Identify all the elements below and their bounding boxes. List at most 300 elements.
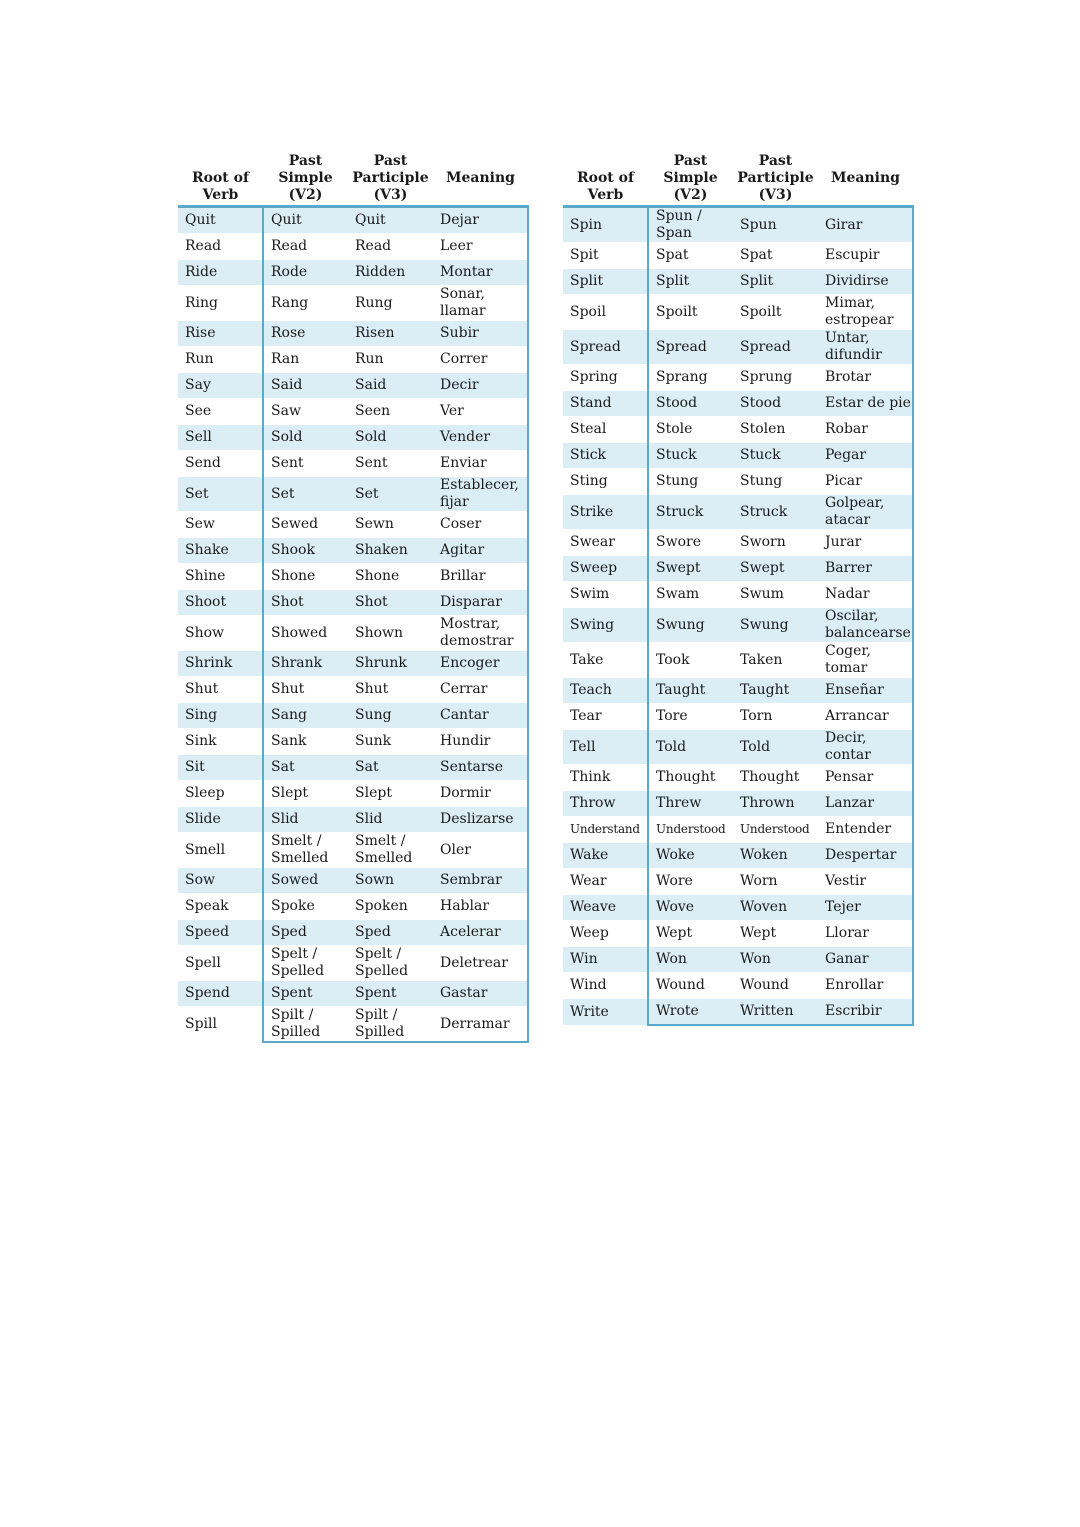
cell-past-participle: Spoilt [733, 295, 818, 330]
cell-past-simple: Split [648, 269, 733, 295]
cell-root: Weave [563, 895, 648, 921]
cell-root: Weep [563, 921, 648, 947]
table-row [563, 921, 913, 947]
cell-meaning: Entender [818, 817, 913, 843]
irregular-verbs-table-right [563, 140, 914, 1026]
cell-past-participle: Stung [733, 469, 818, 495]
header-past-participle: Past Participle (V3) [348, 140, 433, 207]
table-row [178, 399, 528, 425]
cell-past-participle: Spent [348, 981, 433, 1007]
cell-root: Think [563, 765, 648, 791]
cell-meaning: Despertar [818, 843, 913, 869]
cell-past-participle: Worn [733, 869, 818, 895]
cell-past-participle: Spun [733, 207, 818, 243]
cell-past-simple: Wove [648, 895, 733, 921]
cell-past-participle: Ridden [348, 260, 433, 286]
cell-meaning: Derramar [433, 1007, 528, 1043]
table-row [178, 729, 528, 755]
table-row [563, 643, 913, 678]
cell-past-participle: Sprung [733, 365, 818, 391]
cell-past-simple: Said [263, 373, 348, 399]
table-row [563, 895, 913, 921]
cell-past-participle: Read [348, 234, 433, 260]
cell-past-participle: Won [733, 947, 818, 973]
cell-meaning: Disparar [433, 590, 528, 616]
header-root-of-verb: Root of Verb [178, 140, 263, 207]
cell-root: Shut [178, 677, 263, 703]
table-row [563, 843, 913, 869]
cell-past-participle: Sworn [733, 530, 818, 556]
cell-root: Swear [563, 530, 648, 556]
cell-meaning: Sonar, llamar [433, 286, 528, 321]
cell-meaning: Mostrar, demostrar [433, 616, 528, 651]
cell-meaning: Estar de pie [818, 391, 913, 417]
table-header-row [178, 140, 528, 207]
table-row [563, 295, 913, 330]
cell-meaning: Vender [433, 425, 528, 451]
table-row [178, 451, 528, 477]
cell-root: Spring [563, 365, 648, 391]
cell-past-simple: Stole [648, 417, 733, 443]
cell-meaning: Enseñar [818, 678, 913, 704]
cell-past-participle: Shone [348, 564, 433, 590]
cell-past-participle: Spat [733, 243, 818, 269]
cell-past-participle: Spread [733, 330, 818, 365]
cell-meaning: Correr [433, 347, 528, 373]
table-row [563, 817, 913, 843]
cell-past-simple: Showed [263, 616, 348, 651]
cell-root: Understand [563, 817, 648, 843]
cell-meaning: Escribir [818, 999, 913, 1026]
cell-root: Sink [178, 729, 263, 755]
table-row [178, 920, 528, 946]
cell-past-simple: Woke [648, 843, 733, 869]
cell-meaning: Llorar [818, 921, 913, 947]
cell-past-participle: Woven [733, 895, 818, 921]
cell-past-participle: Shrunk [348, 651, 433, 677]
cell-meaning: Brillar [433, 564, 528, 590]
cell-past-participle: Taken [733, 643, 818, 678]
header-meaning: Meaning [433, 140, 528, 207]
table-row [178, 590, 528, 616]
cell-meaning: Lanzar [818, 791, 913, 817]
cell-meaning: Sembrar [433, 868, 528, 894]
cell-past-participle: Written [733, 999, 818, 1026]
cell-past-participle: Run [348, 347, 433, 373]
cell-past-participle: Sped [348, 920, 433, 946]
header-past-simple: Past Simple (V2) [648, 140, 733, 207]
cell-root: Take [563, 643, 648, 678]
table-body-right [563, 207, 913, 1026]
cell-past-simple: Spread [648, 330, 733, 365]
cell-root: Spoil [563, 295, 648, 330]
cell-meaning: Cerrar [433, 677, 528, 703]
cell-root: Read [178, 234, 263, 260]
cell-past-simple: Tore [648, 704, 733, 730]
cell-past-simple: Sped [263, 920, 348, 946]
cell-past-simple: Spent [263, 981, 348, 1007]
cell-past-participle: Sewn [348, 512, 433, 538]
table-row [178, 1007, 528, 1043]
cell-root: Shoot [178, 590, 263, 616]
cell-past-simple: Sent [263, 451, 348, 477]
cell-meaning: Hundir [433, 729, 528, 755]
cell-past-participle: Sold [348, 425, 433, 451]
cell-past-participle: Seen [348, 399, 433, 425]
cell-meaning: Pensar [818, 765, 913, 791]
cell-root: Spell [178, 946, 263, 981]
cell-past-participle: Slept [348, 781, 433, 807]
cell-past-participle: Risen [348, 321, 433, 347]
cell-meaning: Enrollar [818, 973, 913, 999]
cell-root: Sow [178, 868, 263, 894]
table-row [178, 946, 528, 981]
cell-past-participle: Quit [348, 207, 433, 234]
cell-root: Sit [178, 755, 263, 781]
cell-meaning: Coger, tomar [818, 643, 913, 678]
cell-past-simple: Wore [648, 869, 733, 895]
cell-meaning: Acelerar [433, 920, 528, 946]
cell-root: Stick [563, 443, 648, 469]
cell-root: Quit [178, 207, 263, 234]
cell-past-participle: Stuck [733, 443, 818, 469]
cell-root: Stand [563, 391, 648, 417]
table-row [178, 651, 528, 677]
cell-meaning: Girar [818, 207, 913, 243]
cell-past-participle: Spilt / Spilled [348, 1007, 433, 1043]
cell-meaning: Vestir [818, 869, 913, 895]
cell-past-simple: Sold [263, 425, 348, 451]
cell-past-simple: Sprang [648, 365, 733, 391]
table-row [178, 234, 528, 260]
table-row [178, 564, 528, 590]
cell-past-simple: Slept [263, 781, 348, 807]
cell-past-simple: Stood [648, 391, 733, 417]
header-meaning: Meaning [818, 140, 913, 207]
cell-past-participle: Shown [348, 616, 433, 651]
cell-meaning: Montar [433, 260, 528, 286]
table-row [178, 703, 528, 729]
cell-meaning: Oscilar, balancearse [818, 608, 913, 643]
cell-root: Shake [178, 538, 263, 564]
cell-root: Spread [563, 330, 648, 365]
table-row [178, 347, 528, 373]
cell-past-simple: Swept [648, 556, 733, 582]
table-row [178, 807, 528, 833]
cell-root: Tell [563, 730, 648, 765]
cell-past-simple: Spoke [263, 894, 348, 920]
table-row [178, 755, 528, 781]
cell-meaning: Decir [433, 373, 528, 399]
cell-past-participle: Spoken [348, 894, 433, 920]
cell-past-participle: Struck [733, 495, 818, 530]
cell-meaning: Gastar [433, 981, 528, 1007]
cell-root: Sew [178, 512, 263, 538]
cell-root: Ring [178, 286, 263, 321]
cell-past-participle: Split [733, 269, 818, 295]
cell-meaning: Brotar [818, 365, 913, 391]
table-row [563, 443, 913, 469]
cell-past-simple: Wept [648, 921, 733, 947]
table-row [178, 868, 528, 894]
cell-past-participle: Shut [348, 677, 433, 703]
table-row [178, 781, 528, 807]
cell-meaning: Picar [818, 469, 913, 495]
cell-past-simple: Took [648, 643, 733, 678]
cell-past-simple: Swore [648, 530, 733, 556]
table-row [178, 373, 528, 399]
cell-past-simple: Shut [263, 677, 348, 703]
table-row [178, 833, 528, 868]
table-row [178, 321, 528, 347]
table-row [563, 330, 913, 365]
header-past-simple: Past Simple (V2) [263, 140, 348, 207]
cell-past-simple: Rose [263, 321, 348, 347]
cell-meaning: Dormir [433, 781, 528, 807]
cell-past-simple: Sewed [263, 512, 348, 538]
cell-root: Strike [563, 495, 648, 530]
cell-meaning: Deletrear [433, 946, 528, 981]
table-row [178, 538, 528, 564]
table-row [178, 207, 528, 234]
cell-root: Send [178, 451, 263, 477]
cell-past-participle: Rung [348, 286, 433, 321]
table-row [563, 582, 913, 608]
table-header-row [563, 140, 913, 207]
cell-meaning: Subir [433, 321, 528, 347]
cell-root: Teach [563, 678, 648, 704]
cell-past-simple: Shot [263, 590, 348, 616]
verb-table-left [178, 140, 528, 1043]
cell-past-simple: Quit [263, 207, 348, 234]
cell-past-simple: Sank [263, 729, 348, 755]
cell-root: Win [563, 947, 648, 973]
cell-past-simple: Set [263, 477, 348, 512]
cell-past-simple: Wound [648, 973, 733, 999]
cell-past-participle: Torn [733, 704, 818, 730]
cell-meaning: Deslizarse [433, 807, 528, 833]
cell-past-participle: Swept [733, 556, 818, 582]
cell-past-participle: Swung [733, 608, 818, 643]
cell-meaning: Hablar [433, 894, 528, 920]
cell-meaning: Escupir [818, 243, 913, 269]
cell-meaning: Dejar [433, 207, 528, 234]
cell-past-participle: Slid [348, 807, 433, 833]
cell-root: Spend [178, 981, 263, 1007]
table-row [563, 495, 913, 530]
table-row [178, 894, 528, 920]
cell-past-participle: Sunk [348, 729, 433, 755]
cell-past-simple: Smelt / Smelled [263, 833, 348, 868]
table-row [563, 730, 913, 765]
table-row [563, 269, 913, 295]
cell-meaning: Ver [433, 399, 528, 425]
cell-past-participle: Sat [348, 755, 433, 781]
cell-root: Sweep [563, 556, 648, 582]
cell-past-simple: Spilt / Spilled [263, 1007, 348, 1043]
table-row [563, 869, 913, 895]
cell-root: Smell [178, 833, 263, 868]
cell-past-participle: Set [348, 477, 433, 512]
cell-past-simple: Sang [263, 703, 348, 729]
cell-past-simple: Ran [263, 347, 348, 373]
table-row [563, 243, 913, 269]
cell-past-simple: Wrote [648, 999, 733, 1026]
cell-root: Slide [178, 807, 263, 833]
cell-meaning: Mimar, estropear [818, 295, 913, 330]
cell-past-simple: Spelt / Spelled [263, 946, 348, 981]
table-row [563, 469, 913, 495]
cell-past-simple: Stuck [648, 443, 733, 469]
table-row [563, 365, 913, 391]
header-root-of-verb: Root of Verb [563, 140, 648, 207]
cell-past-simple: Thought [648, 765, 733, 791]
cell-past-simple: Shrank [263, 651, 348, 677]
cell-root: Rise [178, 321, 263, 347]
table-row [563, 556, 913, 582]
cell-meaning: Leer [433, 234, 528, 260]
cell-past-participle: Wept [733, 921, 818, 947]
cell-meaning: Golpear, atacar [818, 495, 913, 530]
table-row [563, 417, 913, 443]
cell-past-simple: Swam [648, 582, 733, 608]
cell-root: Say [178, 373, 263, 399]
cell-meaning: Oler [433, 833, 528, 868]
cell-root: Ride [178, 260, 263, 286]
cell-past-simple: Spat [648, 243, 733, 269]
table-row [178, 260, 528, 286]
cell-past-simple: Stung [648, 469, 733, 495]
cell-root: Sell [178, 425, 263, 451]
cell-meaning: Dividirse [818, 269, 913, 295]
cell-root: Swim [563, 582, 648, 608]
cell-meaning: Enviar [433, 451, 528, 477]
cell-past-simple: Threw [648, 791, 733, 817]
cell-root: Spit [563, 243, 648, 269]
cell-meaning: Arrancar [818, 704, 913, 730]
cell-past-simple: Sat [263, 755, 348, 781]
cell-root: Wear [563, 869, 648, 895]
cell-meaning: Agitar [433, 538, 528, 564]
cell-meaning: Nadar [818, 582, 913, 608]
table-row [563, 999, 913, 1026]
table-row [563, 207, 913, 243]
cell-meaning: Pegar [818, 443, 913, 469]
table-row [563, 608, 913, 643]
cell-root: Wake [563, 843, 648, 869]
table-row [563, 391, 913, 417]
cell-past-simple: Sowed [263, 868, 348, 894]
cell-past-participle: Said [348, 373, 433, 399]
cell-past-participle: Swum [733, 582, 818, 608]
cell-meaning: Barrer [818, 556, 913, 582]
cell-root: Sing [178, 703, 263, 729]
cell-root: See [178, 399, 263, 425]
cell-past-simple: Taught [648, 678, 733, 704]
cell-meaning: Robar [818, 417, 913, 443]
cell-past-participle: Told [733, 730, 818, 765]
table-row [563, 791, 913, 817]
cell-past-participle: Thrown [733, 791, 818, 817]
cell-root: Tear [563, 704, 648, 730]
cell-past-simple: Won [648, 947, 733, 973]
cell-past-participle: Woken [733, 843, 818, 869]
cell-past-participle: Sent [348, 451, 433, 477]
cell-meaning: Decir, contar [818, 730, 913, 765]
cell-past-simple: Saw [263, 399, 348, 425]
cell-past-participle: Thought [733, 765, 818, 791]
table-row [178, 512, 528, 538]
cell-past-participle: Sung [348, 703, 433, 729]
cell-past-participle: Shaken [348, 538, 433, 564]
table-row [563, 973, 913, 999]
cell-root: Write [563, 999, 648, 1026]
cell-root: Shine [178, 564, 263, 590]
table-row [563, 704, 913, 730]
cell-past-simple: Swung [648, 608, 733, 643]
cell-past-participle: Stood [733, 391, 818, 417]
cell-root: Spill [178, 1007, 263, 1043]
table-row [563, 947, 913, 973]
cell-root: Run [178, 347, 263, 373]
cell-meaning: Ganar [818, 947, 913, 973]
cell-root: Wind [563, 973, 648, 999]
cell-root: Speed [178, 920, 263, 946]
cell-meaning: Sentarse [433, 755, 528, 781]
table-row [178, 981, 528, 1007]
cell-past-simple: Told [648, 730, 733, 765]
cell-past-participle: Shot [348, 590, 433, 616]
cell-root: Throw [563, 791, 648, 817]
cell-past-simple: Spun / Span [648, 207, 733, 243]
cell-root: Show [178, 616, 263, 651]
cell-past-participle: Smelt / Smelled [348, 833, 433, 868]
cell-root: Split [563, 269, 648, 295]
cell-root: Shrink [178, 651, 263, 677]
cell-past-simple: Rode [263, 260, 348, 286]
table-row [563, 530, 913, 556]
table-row [178, 616, 528, 651]
cell-past-participle: Stolen [733, 417, 818, 443]
cell-root: Sleep [178, 781, 263, 807]
table-row [563, 765, 913, 791]
cell-past-simple: Understood [648, 817, 733, 843]
table-body-left [178, 207, 528, 1043]
cell-past-participle: Understood [733, 817, 818, 843]
cell-past-simple: Read [263, 234, 348, 260]
cell-past-simple: Spoilt [648, 295, 733, 330]
cell-root: Swing [563, 608, 648, 643]
table-row [178, 425, 528, 451]
cell-meaning: Coser [433, 512, 528, 538]
cell-root: Spin [563, 207, 648, 243]
cell-meaning: Establecer, fijar [433, 477, 528, 512]
table-row [178, 677, 528, 703]
cell-root: Sting [563, 469, 648, 495]
table-row [178, 477, 528, 512]
cell-past-participle: Taught [733, 678, 818, 704]
cell-meaning: Encoger [433, 651, 528, 677]
cell-root: Speak [178, 894, 263, 920]
cell-past-simple: Slid [263, 807, 348, 833]
cell-past-participle: Wound [733, 973, 818, 999]
cell-meaning: Jurar [818, 530, 913, 556]
cell-past-simple: Shone [263, 564, 348, 590]
cell-meaning: Cantar [433, 703, 528, 729]
table-row [563, 678, 913, 704]
cell-root: Steal [563, 417, 648, 443]
cell-root: Set [178, 477, 263, 512]
